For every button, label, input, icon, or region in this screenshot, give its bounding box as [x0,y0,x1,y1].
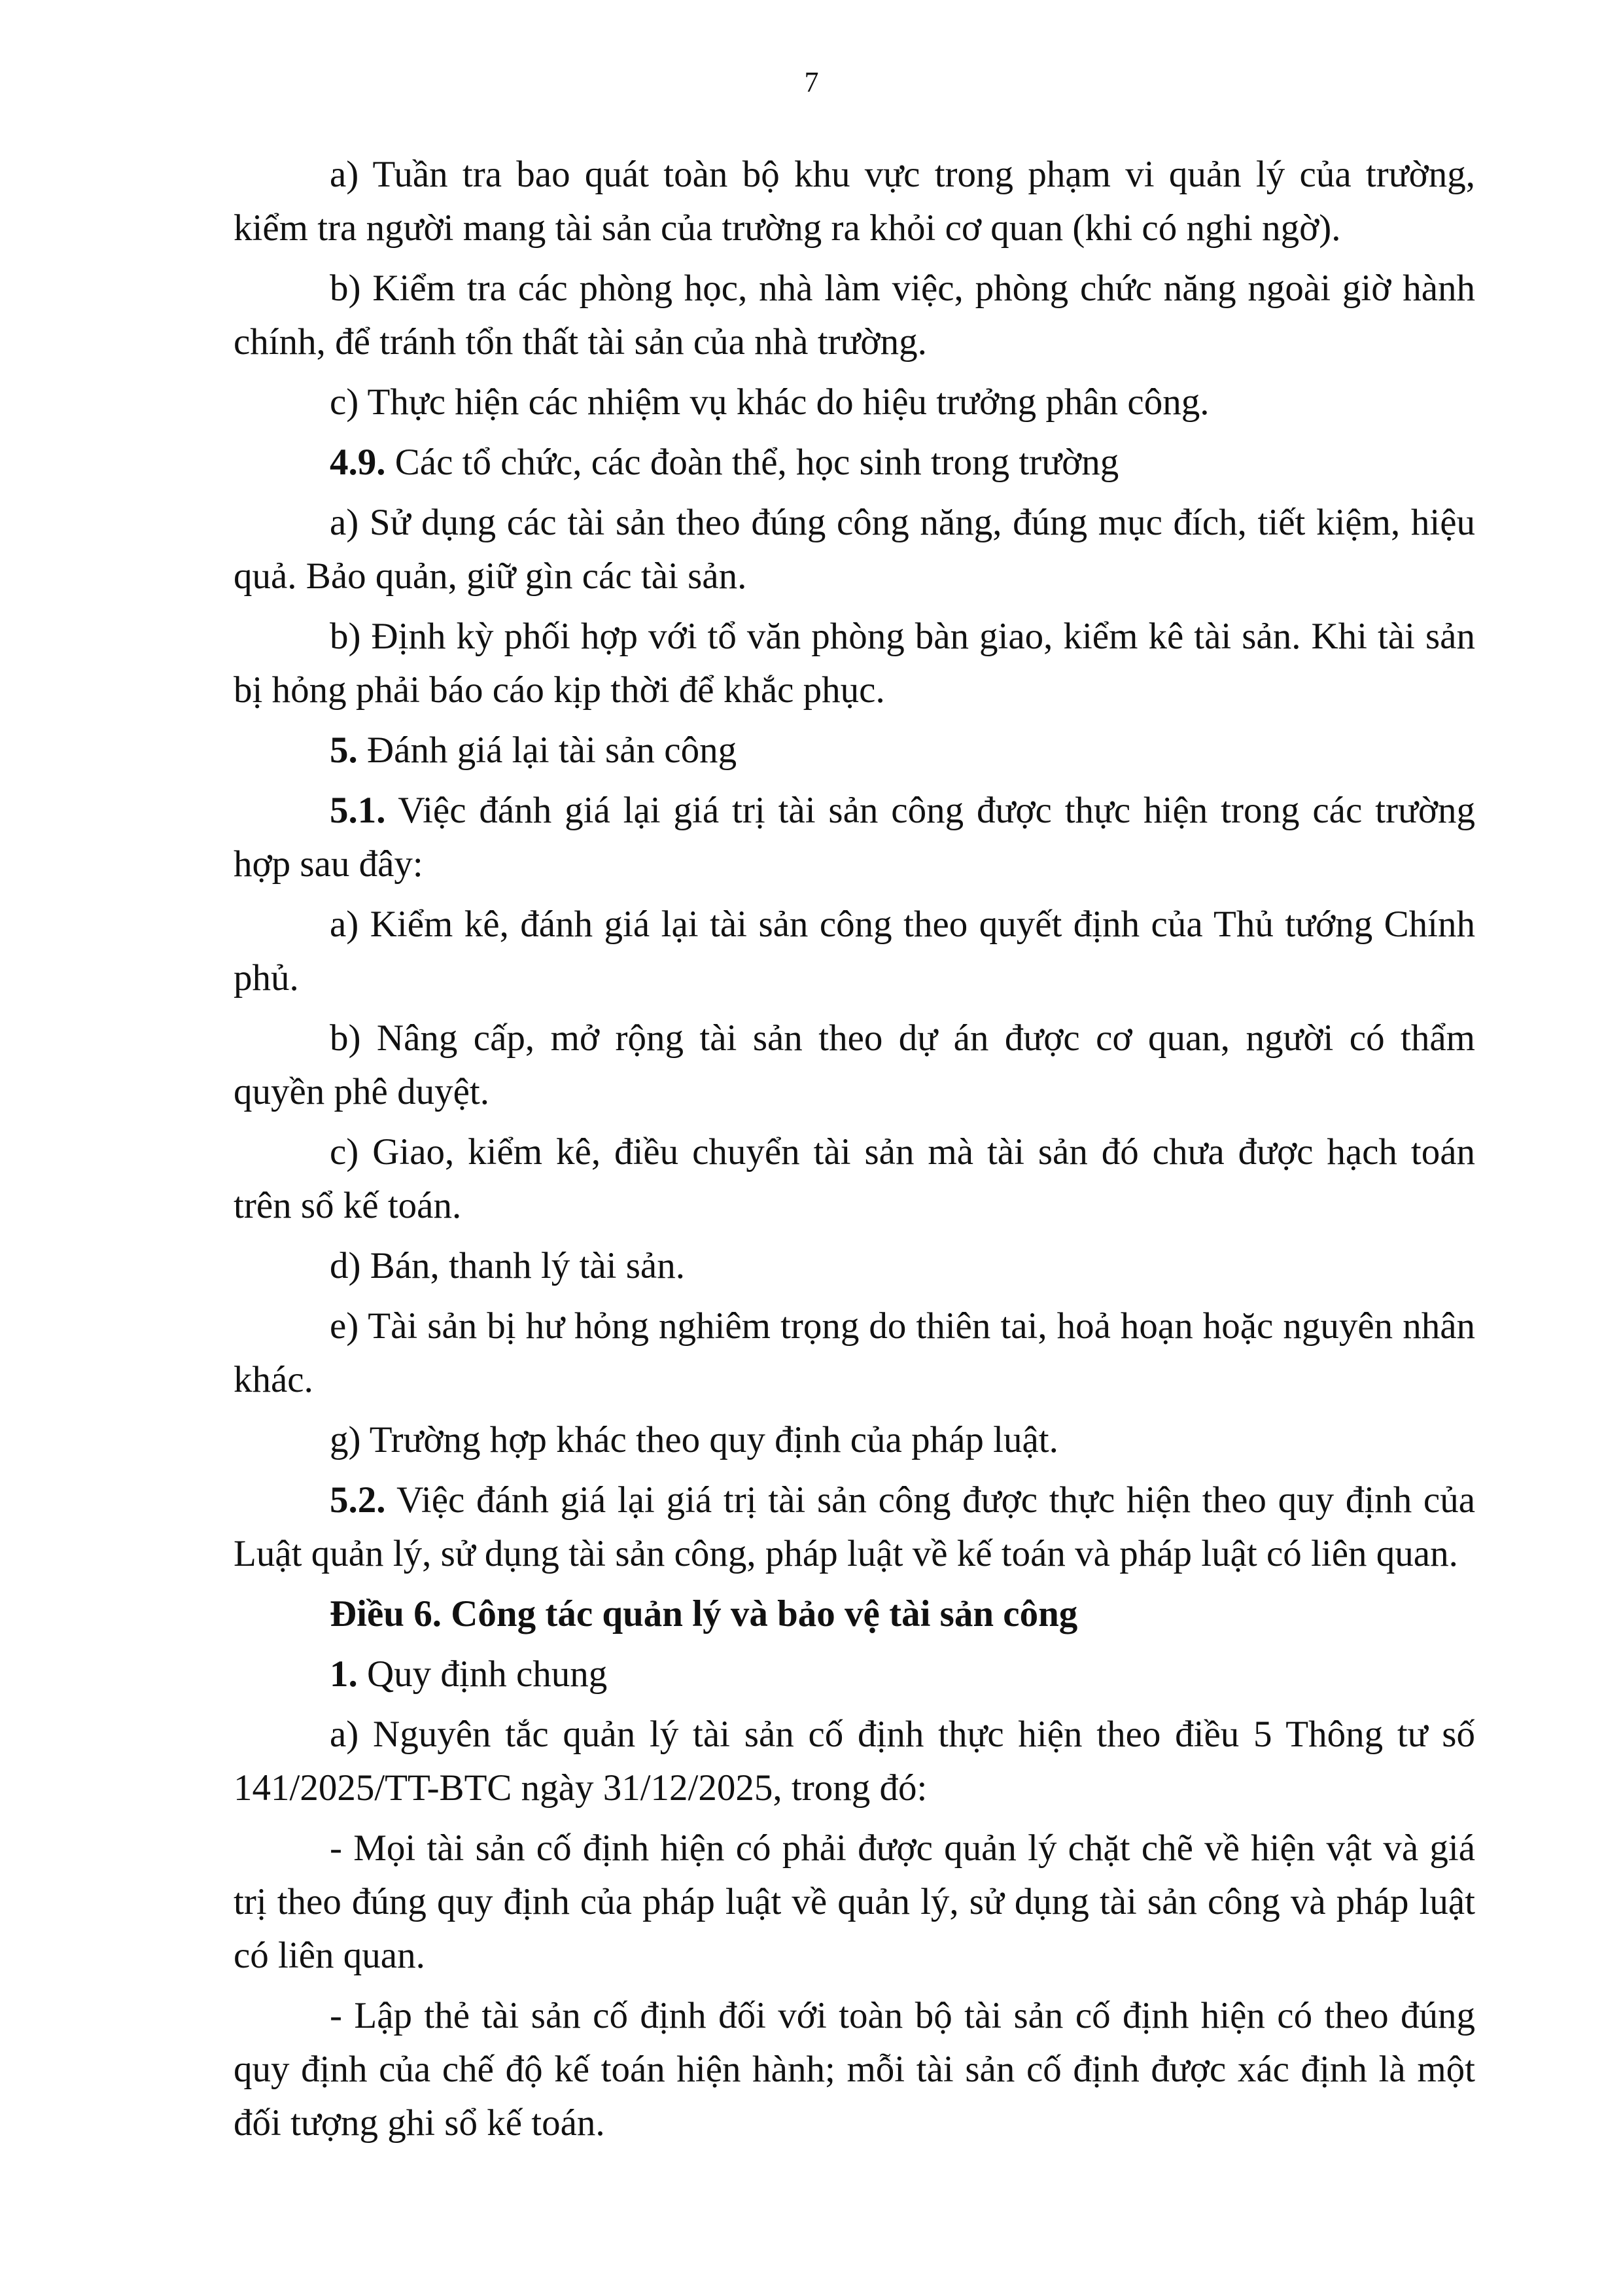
paragraph [234,784,1475,891]
paragraph-number: 5.1. [330,790,386,831]
paragraph [234,376,1475,429]
article-title: Điều 6. Công tác quản lý và bảo vệ tài sản công [330,1593,1078,1634]
paragraph-number: 1. [330,1653,358,1695]
paragraph-text: b) Nâng cấp, mở rộng tài sản theo dự án được cơ quan, người có thẩm quyền phê duyệt. [234,1017,1475,1112]
paragraph-text: - Mọi tài sản cố định hiện có phải được quản lý chặt chẽ về hiện vật và giá trị theo đúng quy định của pháp luật về quản lý, sử dụng tài sản công và pháp luật có liên quan. [234,1828,1475,1976]
paragraph [234,898,1475,1005]
paragraph-text: a) Sử dụng các tài sản theo đúng công năng, đúng mục đích, tiết kiệm, hiệu quả. Bảo quản, giữ gìn các tài sản. [234,502,1475,597]
paragraph [234,262,1475,369]
paragraph [234,1125,1475,1233]
paragraph-text: Quy định chung [357,1653,608,1695]
paragraph [234,1413,1475,1467]
paragraph-text: e) Tài sản bị hư hỏng nghiêm trọng do thiên tai, hoả hoạn hoặc nguyên nhân khác. [234,1305,1475,1400]
paragraph [234,1474,1475,1581]
paragraph-text: Các tổ chức, các đoàn thể, học sinh trong trường [385,442,1119,483]
section-heading [234,724,1475,777]
page-number: 7 [804,66,819,98]
section-heading [234,1648,1475,1701]
paragraph-text: g) Trường hợp khác theo quy định của pháp luật. [330,1419,1058,1460]
paragraph [234,1708,1475,1815]
paragraph [234,1989,1475,2150]
document-body [234,148,1475,2157]
section-heading [234,436,1475,489]
paragraph [234,1012,1475,1119]
paragraph [234,496,1475,603]
paragraph-text: a) Nguyên tắc quản lý tài sản cố định thực hiện theo điều 5 Thông tư số 141/2025/TT-BTC ngày 31/12/2025, trong đó: [234,1714,1475,1809]
paragraph-text: d) Bán, thanh lý tài sản. [330,1245,685,1286]
paragraph-text: a) Kiểm kê, đánh giá lại tài sản công theo quyết định của Thủ tướng Chính phủ. [234,904,1475,998]
paragraph [234,148,1475,255]
paragraph-text: a) Tuần tra bao quát toàn bộ khu vực trong phạm vi quản lý của trường, kiểm tra người mang tài sản của trường ra khỏi cơ quan (khi có nghi ngờ). [234,154,1475,249]
paragraph-text: b) Kiểm tra các phòng học, nhà làm việc, phòng chức năng ngoài giờ hành chính, để tránh tổn thất tài sản của nhà trường. [234,268,1475,362]
paragraph-text: Việc đánh giá lại giá trị tài sản công được thực hiện trong các trường hợp sau đây: [234,790,1475,885]
paragraph-number: 5. [330,730,358,771]
article-heading [234,1587,1475,1641]
paragraph-number: 5.2. [330,1479,386,1521]
paragraph [234,1239,1475,1293]
paragraph [234,1299,1475,1407]
paragraph [234,610,1475,717]
paragraph-text: b) Định kỳ phối hợp với tổ văn phòng bàn giao, kiểm kê tài sản. Khi tài sản bị hỏng phải báo cáo kịp thời để khắc phục. [234,616,1475,711]
paragraph-text: c) Giao, kiểm kê, điều chuyển tài sản mà tài sản đó chưa được hạch toán trên sổ kế toán. [234,1131,1475,1226]
paragraph-text: Việc đánh giá lại giá trị tài sản công được thực hiện theo quy định của Luật quản lý, sử dụng tài sản công, pháp luật về kế toán và pháp luật có liên quan. [234,1479,1475,1574]
paragraph [234,1822,1475,1983]
paragraph-number: 4.9. [330,442,386,483]
paragraph-text: c) Thực hiện các nhiệm vụ khác do hiệu trưởng phân công. [330,381,1210,423]
paragraph-text: Đánh giá lại tài sản công [357,730,737,771]
paragraph-text: - Lập thẻ tài sản cố định đối với toàn bộ tài sản cố định hiện có theo đúng quy định của chế độ kế toán hiện hành; mỗi tài sản cố định được xác định là một đối tượng ghi sổ kế toán. [234,1995,1475,2144]
